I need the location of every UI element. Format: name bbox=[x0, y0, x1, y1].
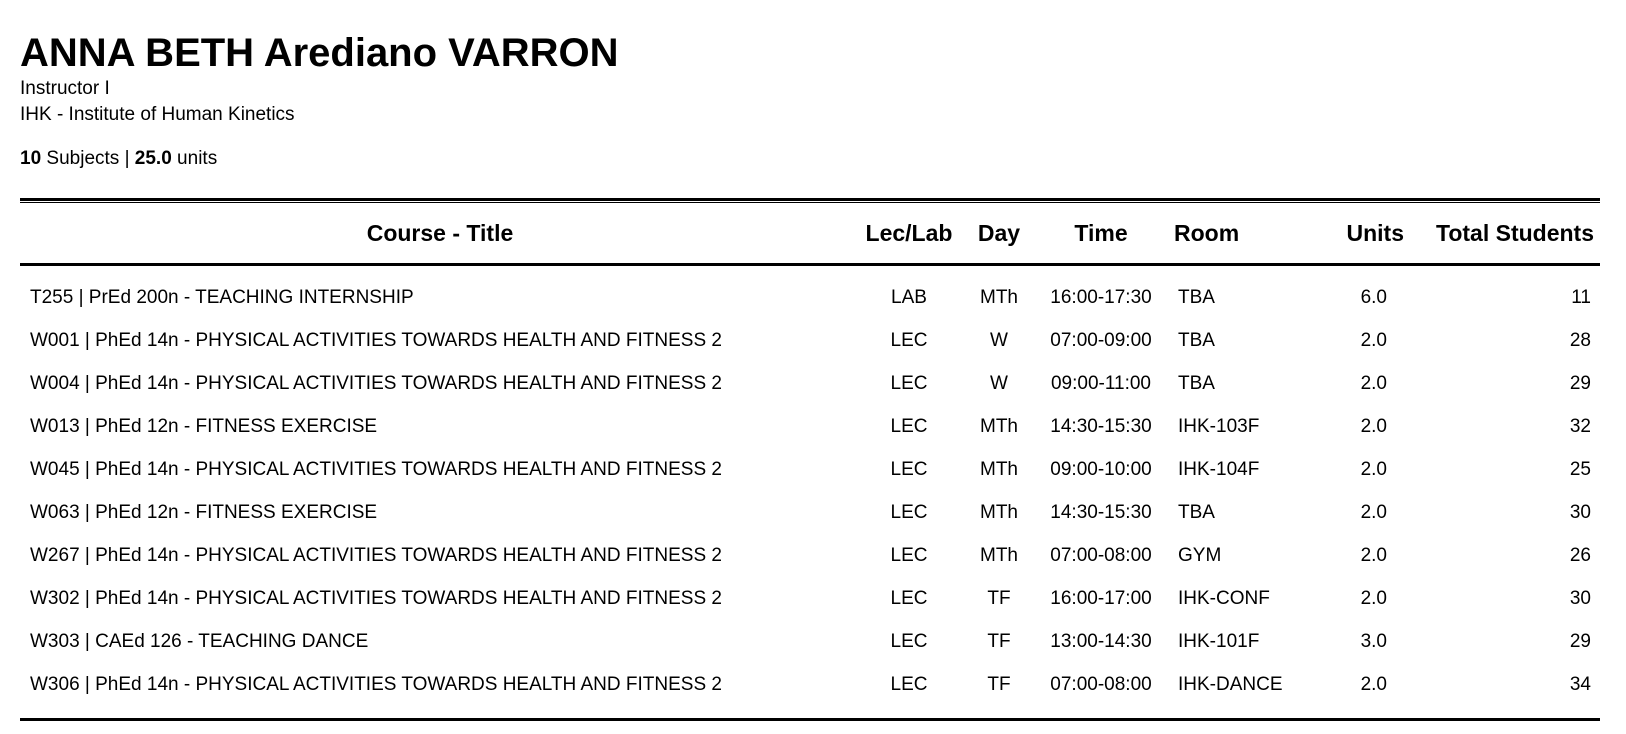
table-row bbox=[20, 405, 1600, 448]
day-cell: MTh bbox=[980, 286, 1018, 308]
header-units: Units bbox=[1307, 203, 1412, 265]
total-students-cell: 32 bbox=[1569, 415, 1591, 437]
course-title-cell: W004 | PhEd 14n - PHYSICAL ACTIVITIES TOWARDS HEALTH AND FITNESS 2 bbox=[30, 372, 722, 394]
time-cell: 13:00-14:30 bbox=[1050, 630, 1152, 652]
instructor-name: ANNA BETH Arediano VARRON bbox=[20, 31, 619, 75]
schedule-table-wrap bbox=[20, 198, 1600, 721]
lec-lab-cell: LEC bbox=[890, 673, 928, 695]
instructor-department: IHK - Institute of Human Kinetics bbox=[20, 104, 295, 125]
lec-lab-cell: LAB bbox=[891, 286, 927, 308]
room-cell: IHK-103F bbox=[1178, 415, 1260, 437]
lec-lab-cell: LEC bbox=[890, 587, 928, 609]
room-cell: TBA bbox=[1178, 329, 1215, 351]
total-students-cell: 30 bbox=[1569, 587, 1591, 609]
day-cell: TF bbox=[987, 630, 1011, 652]
total-students-cell: 29 bbox=[1569, 630, 1591, 652]
room-cell: IHK-104F bbox=[1178, 458, 1260, 480]
units-cell: 2.0 bbox=[1360, 587, 1387, 609]
schedule-table bbox=[20, 203, 1600, 706]
units-cell: 2.0 bbox=[1360, 329, 1387, 351]
course-title-cell: W303 | CAEd 126 - TEACHING DANCE bbox=[30, 630, 369, 652]
table-bottom-rule bbox=[20, 718, 1600, 721]
lec-lab-cell: LEC bbox=[890, 329, 928, 351]
total-students-cell: 30 bbox=[1569, 501, 1591, 523]
day-cell: MTh bbox=[980, 501, 1018, 523]
units-cell: 6.0 bbox=[1360, 286, 1387, 308]
subjects-label: Subjects | bbox=[41, 148, 135, 169]
table-row bbox=[20, 663, 1600, 706]
course-title-cell: W306 | PhEd 14n - PHYSICAL ACTIVITIES TOWARDS HEALTH AND FITNESS 2 bbox=[30, 673, 722, 695]
units-total: 25.0 bbox=[134, 148, 172, 169]
time-cell: 16:00-17:00 bbox=[1050, 587, 1152, 609]
room-cell: TBA bbox=[1178, 501, 1215, 523]
time-cell: 16:00-17:30 bbox=[1050, 286, 1152, 308]
day-cell: W bbox=[990, 372, 1008, 394]
subjects-count: 10 bbox=[20, 148, 42, 169]
time-cell: 14:30-15:30 bbox=[1050, 415, 1152, 437]
room-cell: IHK-101F bbox=[1178, 630, 1260, 652]
units-label: units bbox=[171, 148, 218, 169]
room-cell: TBA bbox=[1178, 286, 1215, 308]
header-lec-lab: Lec/Lab bbox=[860, 203, 958, 265]
day-cell: MTh bbox=[980, 415, 1018, 437]
time-cell: 09:00-11:00 bbox=[1050, 372, 1151, 394]
table-row bbox=[20, 577, 1600, 620]
time-cell: 14:30-15:30 bbox=[1050, 501, 1152, 523]
units-cell: 2.0 bbox=[1360, 458, 1387, 480]
course-title-cell: W302 | PhEd 14n - PHYSICAL ACTIVITIES TOWARDS HEALTH AND FITNESS 2 bbox=[30, 587, 722, 609]
table-row bbox=[20, 491, 1600, 534]
instructor-header bbox=[20, 30, 619, 172]
lec-lab-cell: LEC bbox=[890, 630, 928, 652]
header-row bbox=[20, 203, 1600, 265]
course-title-cell: W267 | PhEd 14n - PHYSICAL ACTIVITIES TOWARDS HEALTH AND FITNESS 2 bbox=[30, 544, 722, 566]
total-students-cell: 28 bbox=[1569, 329, 1591, 351]
day-cell: TF bbox=[987, 587, 1011, 609]
header-total-students: Total Students bbox=[1412, 203, 1600, 265]
room-cell: GYM bbox=[1178, 544, 1222, 566]
day-cell: MTh bbox=[980, 458, 1018, 480]
table-row bbox=[20, 448, 1600, 491]
header-time: Time bbox=[1040, 203, 1162, 265]
day-cell: W bbox=[990, 329, 1008, 351]
load-summary bbox=[20, 146, 619, 172]
lec-lab-cell: LEC bbox=[890, 501, 928, 523]
units-cell: 2.0 bbox=[1360, 372, 1387, 394]
course-title-cell: W045 | PhEd 14n - PHYSICAL ACTIVITIES TOWARDS HEALTH AND FITNESS 2 bbox=[30, 458, 722, 480]
room-cell: TBA bbox=[1178, 372, 1215, 394]
course-title-cell: T255 | PrEd 200n - TEACHING INTERNSHIP bbox=[30, 286, 414, 308]
units-cell: 2.0 bbox=[1360, 501, 1387, 523]
day-cell: MTh bbox=[980, 544, 1018, 566]
time-cell: 07:00-08:00 bbox=[1050, 673, 1152, 695]
room-cell: IHK-CONF bbox=[1178, 587, 1270, 609]
table-row bbox=[20, 620, 1600, 663]
course-title-cell: W013 | PhEd 12n - FITNESS EXERCISE bbox=[30, 415, 378, 437]
total-students-cell: 29 bbox=[1569, 372, 1591, 394]
course-title-cell: W001 | PhEd 14n - PHYSICAL ACTIVITIES TOWARDS HEALTH AND FITNESS 2 bbox=[30, 329, 722, 351]
total-students-cell: 34 bbox=[1569, 673, 1591, 695]
total-students-cell: 26 bbox=[1569, 544, 1591, 566]
units-cell: 2.0 bbox=[1360, 544, 1387, 566]
course-title-cell: W063 | PhEd 12n - FITNESS EXERCISE bbox=[30, 501, 378, 523]
units-cell: 2.0 bbox=[1360, 415, 1387, 437]
header-course-title: Course - Title bbox=[20, 203, 860, 265]
table-header bbox=[20, 203, 1600, 265]
table-body bbox=[20, 265, 1600, 707]
day-cell: TF bbox=[987, 673, 1011, 695]
room-cell: IHK-DANCE bbox=[1178, 673, 1283, 695]
time-cell: 07:00-09:00 bbox=[1050, 329, 1152, 351]
total-students-cell: 25 bbox=[1569, 458, 1591, 480]
table-row bbox=[20, 362, 1600, 405]
time-cell: 07:00-08:00 bbox=[1050, 544, 1152, 566]
lec-lab-cell: LEC bbox=[890, 372, 928, 394]
header-room: Room bbox=[1162, 203, 1307, 265]
table-row bbox=[20, 265, 1600, 320]
table-row bbox=[20, 534, 1600, 577]
lec-lab-cell: LEC bbox=[890, 544, 928, 566]
lec-lab-cell: LEC bbox=[890, 415, 928, 437]
units-cell: 2.0 bbox=[1360, 673, 1387, 695]
time-cell: 09:00-10:00 bbox=[1050, 458, 1152, 480]
units-cell: 3.0 bbox=[1360, 630, 1387, 652]
lec-lab-cell: LEC bbox=[890, 458, 928, 480]
instructor-position: Instructor I bbox=[20, 78, 110, 99]
header-day: Day bbox=[958, 203, 1040, 265]
table-row bbox=[20, 319, 1600, 362]
total-students-cell: 11 bbox=[1571, 286, 1591, 308]
